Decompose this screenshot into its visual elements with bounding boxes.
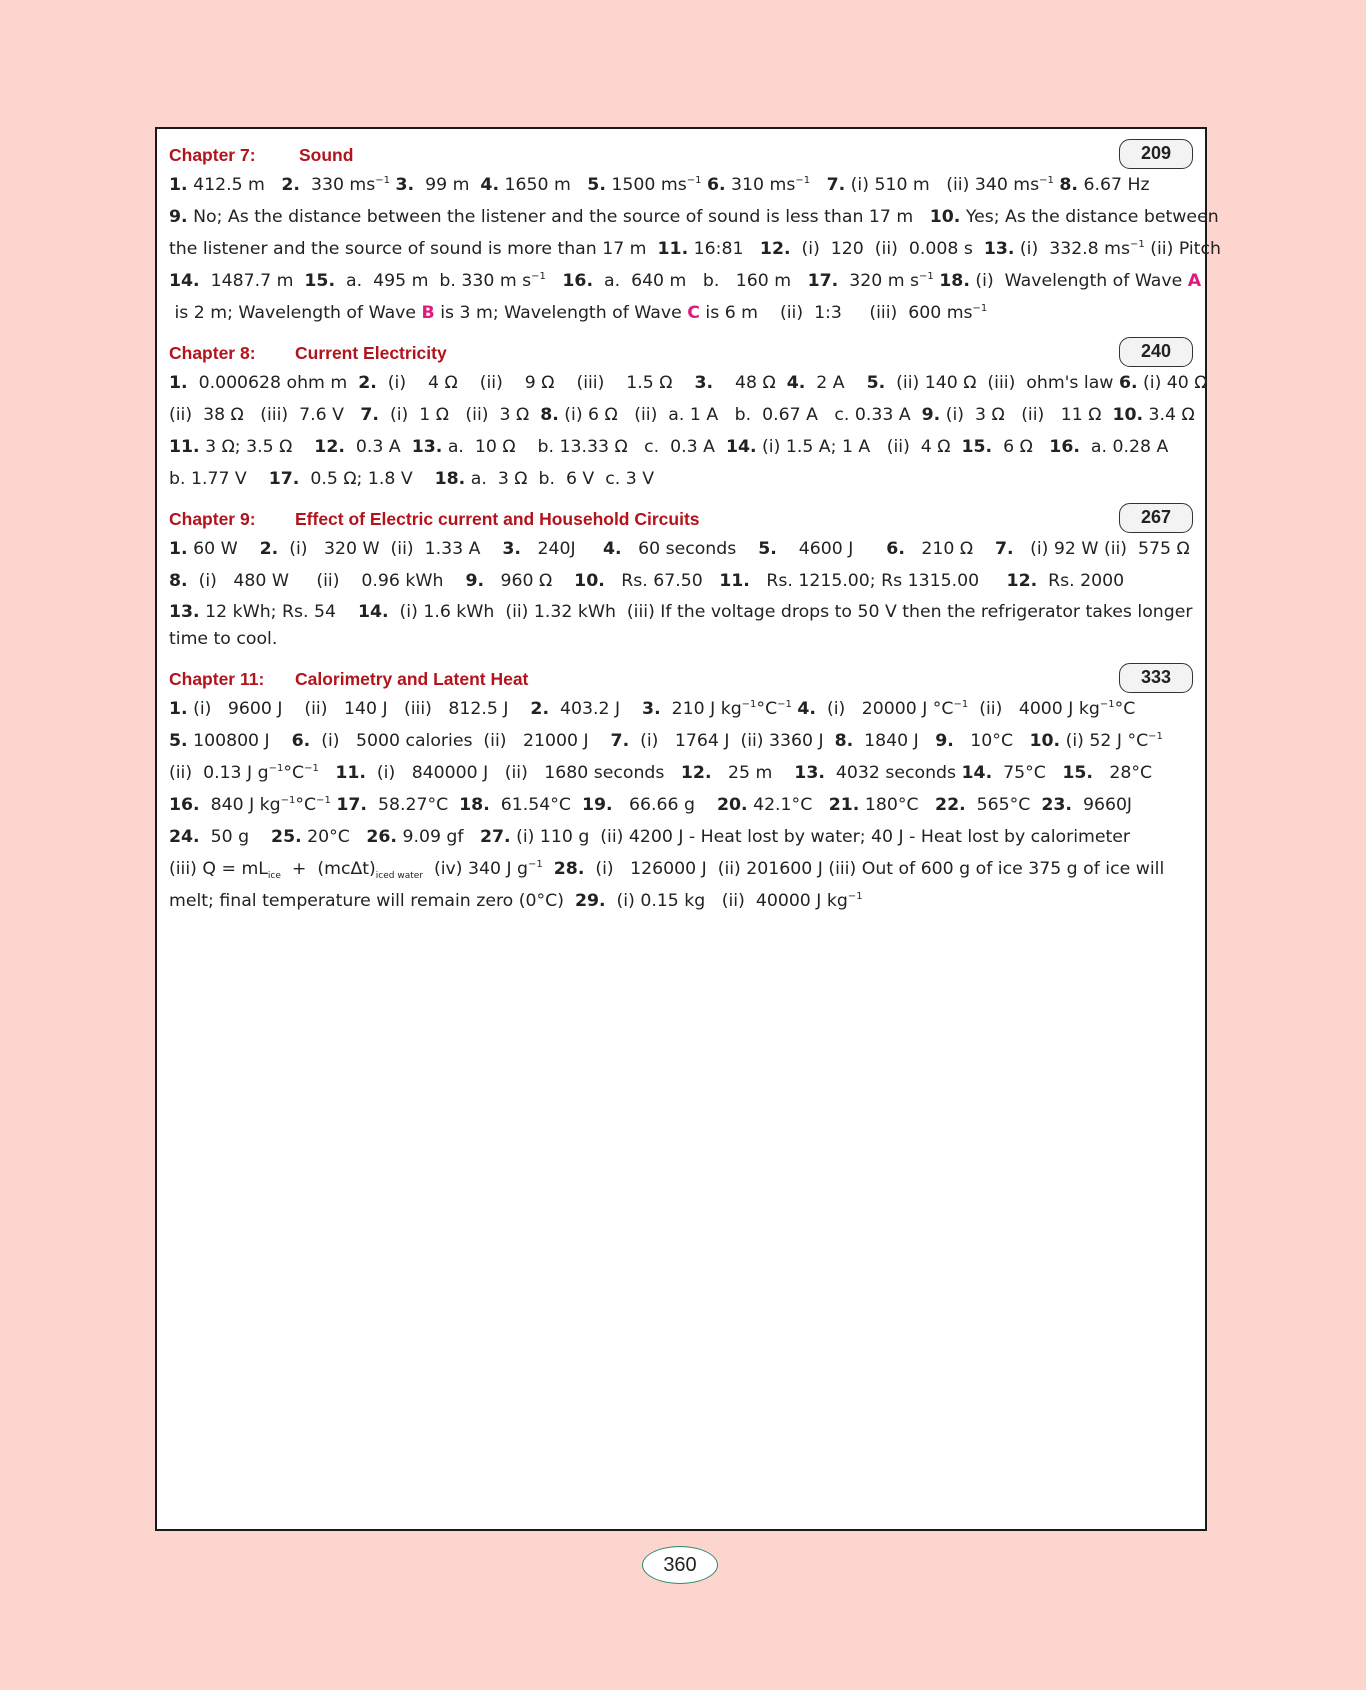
answer-line: 13. 12 kWh; Rs. 54 14. (i) 1.6 kWh (ii) 1.32 kWh (iii) If the voltage drops to 50 V then the refrigerator takes longer time to cool. <box>169 602 1193 649</box>
answer-line: 5. 100800 J 6. (i) 5000 calories (ii) 21000 J 7. (i) 1764 J (ii) 3360 J 8. 1840 J 9. 10°C 10. (i) 52 J $^\circ C^{-1}$ <box>169 731 1163 751</box>
chapter-7-section <box>169 141 1221 329</box>
chapter-label: Chapter 9: <box>169 509 256 529</box>
chapter-title: Calorimetry and Latent Heat <box>295 669 529 689</box>
chapter-9-section <box>169 505 1199 653</box>
chapter-label: Chapter 7: <box>169 145 256 165</box>
answer-line: 8. (i) 480 W (ii) 0.96 kWh 9. 960 Ω 10. Rs. 67.50 11. Rs. 1215.00; Rs 1315.00 12. Rs. 2000 <box>169 571 1125 591</box>
answer-line: 14. 1487.7 m 15. a. 495 m b. 330 m $s^{-1}$ 16. a. 640 m b. 160 m 17. 320 m $s^{-1}$ 18. (i) Wavelength of Wave A <box>169 271 1202 291</box>
chapter-page-badge: 209 <box>1119 139 1193 169</box>
answer-line: (ii) 0.13 J $g^{-1}^\circ C^{-1}$ 11. (i) 840000 J (ii) 1680 seconds 12. 25 m 13. 4032 seconds 14. 75°C 15. 28°C <box>169 763 1153 783</box>
chapter-label: Chapter 11: <box>169 669 265 689</box>
page-number: 360 <box>642 1546 718 1584</box>
answer-line: the listener and the source of sound is more than 17 m 11. 16:81 12. (i) 120 (ii) 0.008 s 13. (i) 332.8 $ms^{-1}$ (ii) Pitch <box>169 239 1221 259</box>
chapter-header <box>169 339 1199 367</box>
chapter-header <box>169 505 1199 533</box>
answer-line: melt; final temperature will remain zero (0°C) 29. (i) 0.15 kg (ii) 40000 J $kg^{-1}$ <box>169 891 863 911</box>
answer-line: is 2 m; Wavelength of Wave B is 3 m; Wavelength of Wave C is 6 m (ii) 1:3 (iii) 600 $ms^{-1}$ <box>169 303 988 323</box>
answer-line: 24. 50 g 25. 20°C 26. 9.09 gf 27. (i) 110 g (ii) 4200 J - Heat lost by water; 40 J - Heat lost by calorimeter <box>169 827 1131 847</box>
answer-line: 1. 0.000628 ohm m 2. (i) 4 Ω (ii) 9 Ω (iii) 1.5 Ω 3. 48 Ω 4. 2 A 5. (ii) 140 Ω (iii) ohm's law 6. (i) 40 Ω <box>169 373 1208 393</box>
answer-line: 1. (i) 9600 J (ii) 140 J (iii) 812.5 J 2. 403.2 J 3. 210 J $kg^{-1}^\circ C^{-1}$ 4. (i) 20000 J $^\circ C^{-1}$ (ii) 4000 J $kg^{-1}^\circ C$ <box>169 699 1136 719</box>
answer-line: (ii) 38 Ω (iii) 7.6 V 7. (i) 1 Ω (ii) 3 Ω 8. (i) 6 Ω (ii) a. 1 A b. 0.67 A c. 0.33 A 9. (i) 3 Ω (ii) 11 Ω 10. 3.4 Ω <box>169 405 1195 425</box>
chapter-page-badge: 240 <box>1119 337 1193 367</box>
answer-line: 1. 60 W 2. (i) 320 W (ii) 1.33 A 3. 240J 4. 60 seconds 5. 4600 J 6. 210 Ω 7. (i) 92 W (ii) 575 Ω <box>169 539 1190 559</box>
chapter-11-section <box>169 665 1199 917</box>
chapter-header <box>169 665 1199 693</box>
chapter-8-section <box>169 339 1208 495</box>
answer-line: 16. 840 J $kg^{-1}^\circ C^{-1}$ 17. 58.27°C 18. 61.54°C 19. 66.66 g 20. 42.1°C 21. 180°C 22. 565°C 23. 9660J <box>169 795 1133 815</box>
content-frame <box>155 127 1221 1531</box>
answer-line: 11. 3 Ω; 3.5 Ω 12. 0.3 A 13. a. 10 Ω b. 13.33 Ω c. 0.3 A 14. (i) 1.5 A; 1 A (ii) 4 Ω 15. 6 Ω 16. a. 0.28 A <box>169 437 1169 457</box>
answer-line: b. 1.77 V 17. 0.5 Ω; 1.8 V 18. a. 3 Ω b. 6 V c. 3 V <box>169 469 655 489</box>
chapter-page-badge: 333 <box>1119 663 1193 693</box>
chapter-page-badge: 267 <box>1119 503 1193 533</box>
answer-line: 1. 412.5 m 2. 330 $ms^{-1}$ 3. 99 m 4. 1650 m 5. 1500 $ms^{-1}$ 6. 310 $ms^{-1}$ 7. (i) 510 m (ii) 340 $ms^{-1}$ 8. 6.67 Hz <box>169 175 1150 195</box>
chapter-title: Sound <box>299 145 354 165</box>
chapter-header <box>169 141 1199 169</box>
chapter-title: Current Electricity <box>295 343 447 363</box>
chapter-title: Effect of Electric current and Household Circuits <box>295 509 700 529</box>
answer-line: (iii) $Q = mL_{ice} + (mc\Delta t)_{iced water}$ (iv) 340 J $g^{-1}$ 28. (i) 126000 J (ii) 201600 J (iii) Out of 600 g of ice 375 g of ice will <box>169 859 1165 881</box>
answer-line: 9. No; As the distance between the listener and the source of sound is less than 17 m 10. Yes; As the distance between <box>169 207 1219 227</box>
chapter-label: Chapter 8: <box>169 343 256 363</box>
